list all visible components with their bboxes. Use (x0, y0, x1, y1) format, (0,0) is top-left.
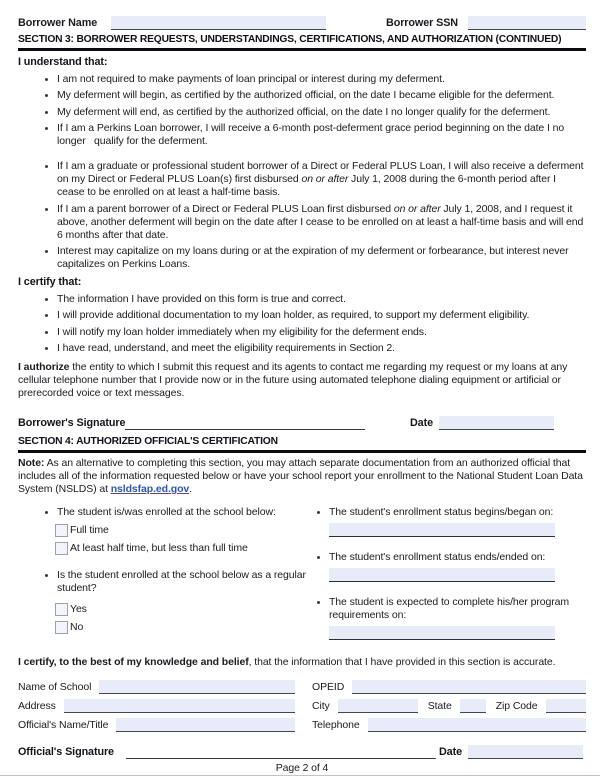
enrollment-columns (18, 506, 586, 640)
regular-student-bullet-text: Is the student enrolled at the school below as a regular student? (57, 569, 306, 594)
zip-code-label: Zip Code (495, 699, 538, 712)
zip-code-input[interactable] (546, 699, 586, 713)
bullet-text: I have read, understand, and meet the eligibility requirements in Section 2. (57, 342, 395, 354)
bullet-icon (45, 94, 48, 97)
city-label: City (312, 699, 330, 712)
official-certify-statement: I certify, to the best of my knowledge and belief, that the information that I have provided in this section is accurate. (18, 656, 556, 668)
bullet-icon (45, 250, 48, 253)
status-ends-date-input[interactable] (329, 568, 555, 582)
section4-title: SECTION 4: AUTHORIZED OFFICIAL'S CERTIFICATION (18, 435, 586, 453)
list-item (18, 342, 586, 355)
official-signature-row (18, 745, 586, 759)
name-of-school-input[interactable] (99, 680, 295, 694)
bullet-icon (45, 208, 48, 211)
address-input[interactable] (64, 699, 295, 713)
full-time-label: Full time (70, 524, 109, 536)
name-of-school-label: Name of School (18, 680, 92, 693)
bullet-icon (317, 511, 320, 514)
list-item (18, 506, 309, 519)
borrower-ssn-label: Borrower SSN (386, 17, 458, 29)
bullet-icon (45, 331, 48, 334)
school-row-3 (18, 718, 586, 732)
school-row-2 (18, 699, 586, 713)
bullet-text: If I am a graduate or professional student borrower of a Direct or Federal PLUS Loan, I will also receive a deferment on my Direct or Federal PLUS Loan(s) first disbursed on or after July 1, 2008 during the 6-month period after I cease to be enrolled on at least a half-time basis. (57, 160, 584, 198)
certify-heading: I certify that: (18, 276, 82, 288)
authorize-paragraph: I authorize the entity to which I submit this request and its agents to contact me regarding my request or my loans at any cellular telephone number that I provide now or in the future using automated telephone dialing equipment or artificial or prerecorded voice or text messages. (18, 361, 568, 399)
no-option (55, 621, 309, 634)
state-label: State (427, 699, 452, 712)
bullet-icon (45, 298, 48, 301)
status-begins-bullet-text: The student's enrollment status begins/began on: (328, 506, 554, 518)
bullet-icon (45, 111, 48, 114)
list-item (18, 326, 586, 339)
list-item (18, 293, 586, 306)
bullet-text: I am not required to make payments of loan principal or interest during my deferment. (57, 72, 445, 85)
list-item (317, 596, 586, 622)
bullet-text: If I am a Perkins Loan borrower, I will receive a 6-month post-deferment grace period beginning on the date I no longer qualify for the deferment. (57, 122, 565, 147)
official-name-title-cell (18, 718, 295, 732)
official-name-title-input[interactable] (116, 718, 295, 732)
bullet-icon (45, 347, 48, 350)
page-indicator: Page 2 of 4 (275, 761, 329, 774)
borrower-signature-line[interactable] (125, 417, 365, 430)
section3-title: SECTION 3: BORROWER REQUESTS, UNDERSTANDINGS, CERTIFICATIONS, AND AUTHORIZATION (CONTINUED) (18, 33, 586, 51)
bullet-icon (317, 601, 320, 604)
status-ends-bullet-text: The student's enrollment status ends/ended on: (328, 551, 546, 563)
half-time-label: At least half time, but less than full time (70, 542, 248, 554)
bullet-text: Interest may capitalize on my loans during or at the expiration of my deferment or forbearance, but interest never capitalizes on Perkins Loans. (57, 245, 569, 270)
yes-checkbox[interactable] (55, 603, 68, 616)
borrower-signature-label: Borrower's Signature (18, 417, 126, 429)
list-item (18, 122, 586, 148)
yes-label: Yes (70, 603, 87, 615)
no-label: No (70, 621, 84, 633)
opeid-input[interactable] (352, 680, 586, 694)
page-bottom-border (0, 775, 600, 776)
certify-bullet-list (18, 293, 586, 356)
understand-bullet-list (18, 73, 586, 272)
yes-option (55, 603, 309, 616)
enrollment-left-column (18, 506, 309, 640)
bullet-text: I will provide additional documentation to my loan holder, as required, to support my deferment eligibility. (57, 309, 530, 321)
address-cell (18, 699, 295, 713)
opeid-cell (312, 680, 586, 694)
status-begins-date-input[interactable] (329, 523, 555, 537)
bullet-text: The information I have provided on this form is true and correct. (57, 292, 346, 305)
state-input[interactable] (460, 699, 486, 713)
nslds-link[interactable]: nsldsfap.ed.gov (110, 483, 190, 495)
list-item (18, 245, 586, 271)
official-date-label: Date (438, 745, 462, 758)
opeid-label: OPEID (312, 680, 345, 693)
city-input[interactable] (338, 699, 418, 713)
list-item (18, 203, 586, 242)
section4-note: Note: As an alternative to completing this section, you may attach separate documentation from an authorized official that includes all of the information requested below or have your school report your enrollment to the National Student Loan Data System (NSLDS) at nsldsfap.ed.gov. (18, 457, 583, 495)
city-state-zip-cell (312, 699, 586, 713)
bullet-icon (45, 165, 48, 168)
borrower-header-row (18, 16, 586, 30)
borrower-date-label: Date (409, 417, 433, 429)
list-item (317, 551, 586, 564)
bullet-icon (45, 127, 48, 130)
borrower-name-label: Borrower Name (18, 17, 98, 29)
telephone-cell (312, 718, 586, 732)
no-checkbox[interactable] (55, 621, 68, 634)
school-info-grid (18, 680, 586, 732)
official-date-input[interactable] (468, 745, 583, 759)
list-item (18, 160, 586, 199)
bullet-icon (45, 511, 48, 514)
complete-bullet-text: The student is expected to complete his/her program requirements on: (328, 596, 569, 621)
borrower-ssn-input[interactable] (468, 16, 586, 30)
understand-heading: I understand that: (18, 56, 108, 68)
full-time-option (55, 524, 309, 537)
telephone-input[interactable] (368, 718, 586, 732)
enrollment-right-column (317, 506, 586, 640)
list-item (317, 506, 586, 519)
bullet-text: If I am a parent borrower of a Direct or Federal PLUS Loan first disbursed on or after July 1, 2008, and I request it above, another deferment will begin on the date after I cease to be enrolled on at least a half-time basis and will end 6 months after that date. (57, 202, 584, 241)
borrower-name-input[interactable] (111, 16, 326, 30)
bullet-icon (317, 556, 320, 559)
half-time-checkbox[interactable] (55, 542, 68, 555)
official-signature-label: Official's Signature (18, 745, 114, 758)
half-time-option (55, 542, 309, 555)
list-item (18, 89, 586, 102)
list-item (18, 106, 586, 119)
bullet-text: I will notify my loan holder immediately when my eligibility for the deferment ends. (57, 325, 427, 338)
telephone-label: Telephone (312, 718, 360, 731)
bullet-text: My deferment will end, as certified by the authorized official, on the date I no longer qualify for the deferment. (57, 105, 551, 118)
school-row-1 (18, 680, 586, 694)
official-name-title-label: Official's Name/Title (18, 718, 109, 731)
full-time-checkbox[interactable] (55, 524, 68, 537)
borrower-signature-row (18, 416, 586, 430)
list-item (18, 309, 586, 322)
bullet-icon (45, 314, 48, 317)
borrower-date-input[interactable] (439, 416, 554, 430)
enrolled-bullet-text: The student is/was enrolled at the school below: (57, 506, 276, 518)
bullet-icon (45, 78, 48, 81)
address-label: Address (18, 699, 56, 712)
list-item (18, 569, 309, 595)
name-of-school-cell (18, 680, 295, 694)
bullet-text: My deferment will begin, as certified by the authorized official, on the date I became eligible for the deferment. (57, 89, 555, 101)
bullet-icon (45, 574, 48, 577)
official-signature-line[interactable] (126, 746, 436, 759)
complete-date-input[interactable] (329, 626, 555, 640)
list-item (18, 73, 586, 86)
